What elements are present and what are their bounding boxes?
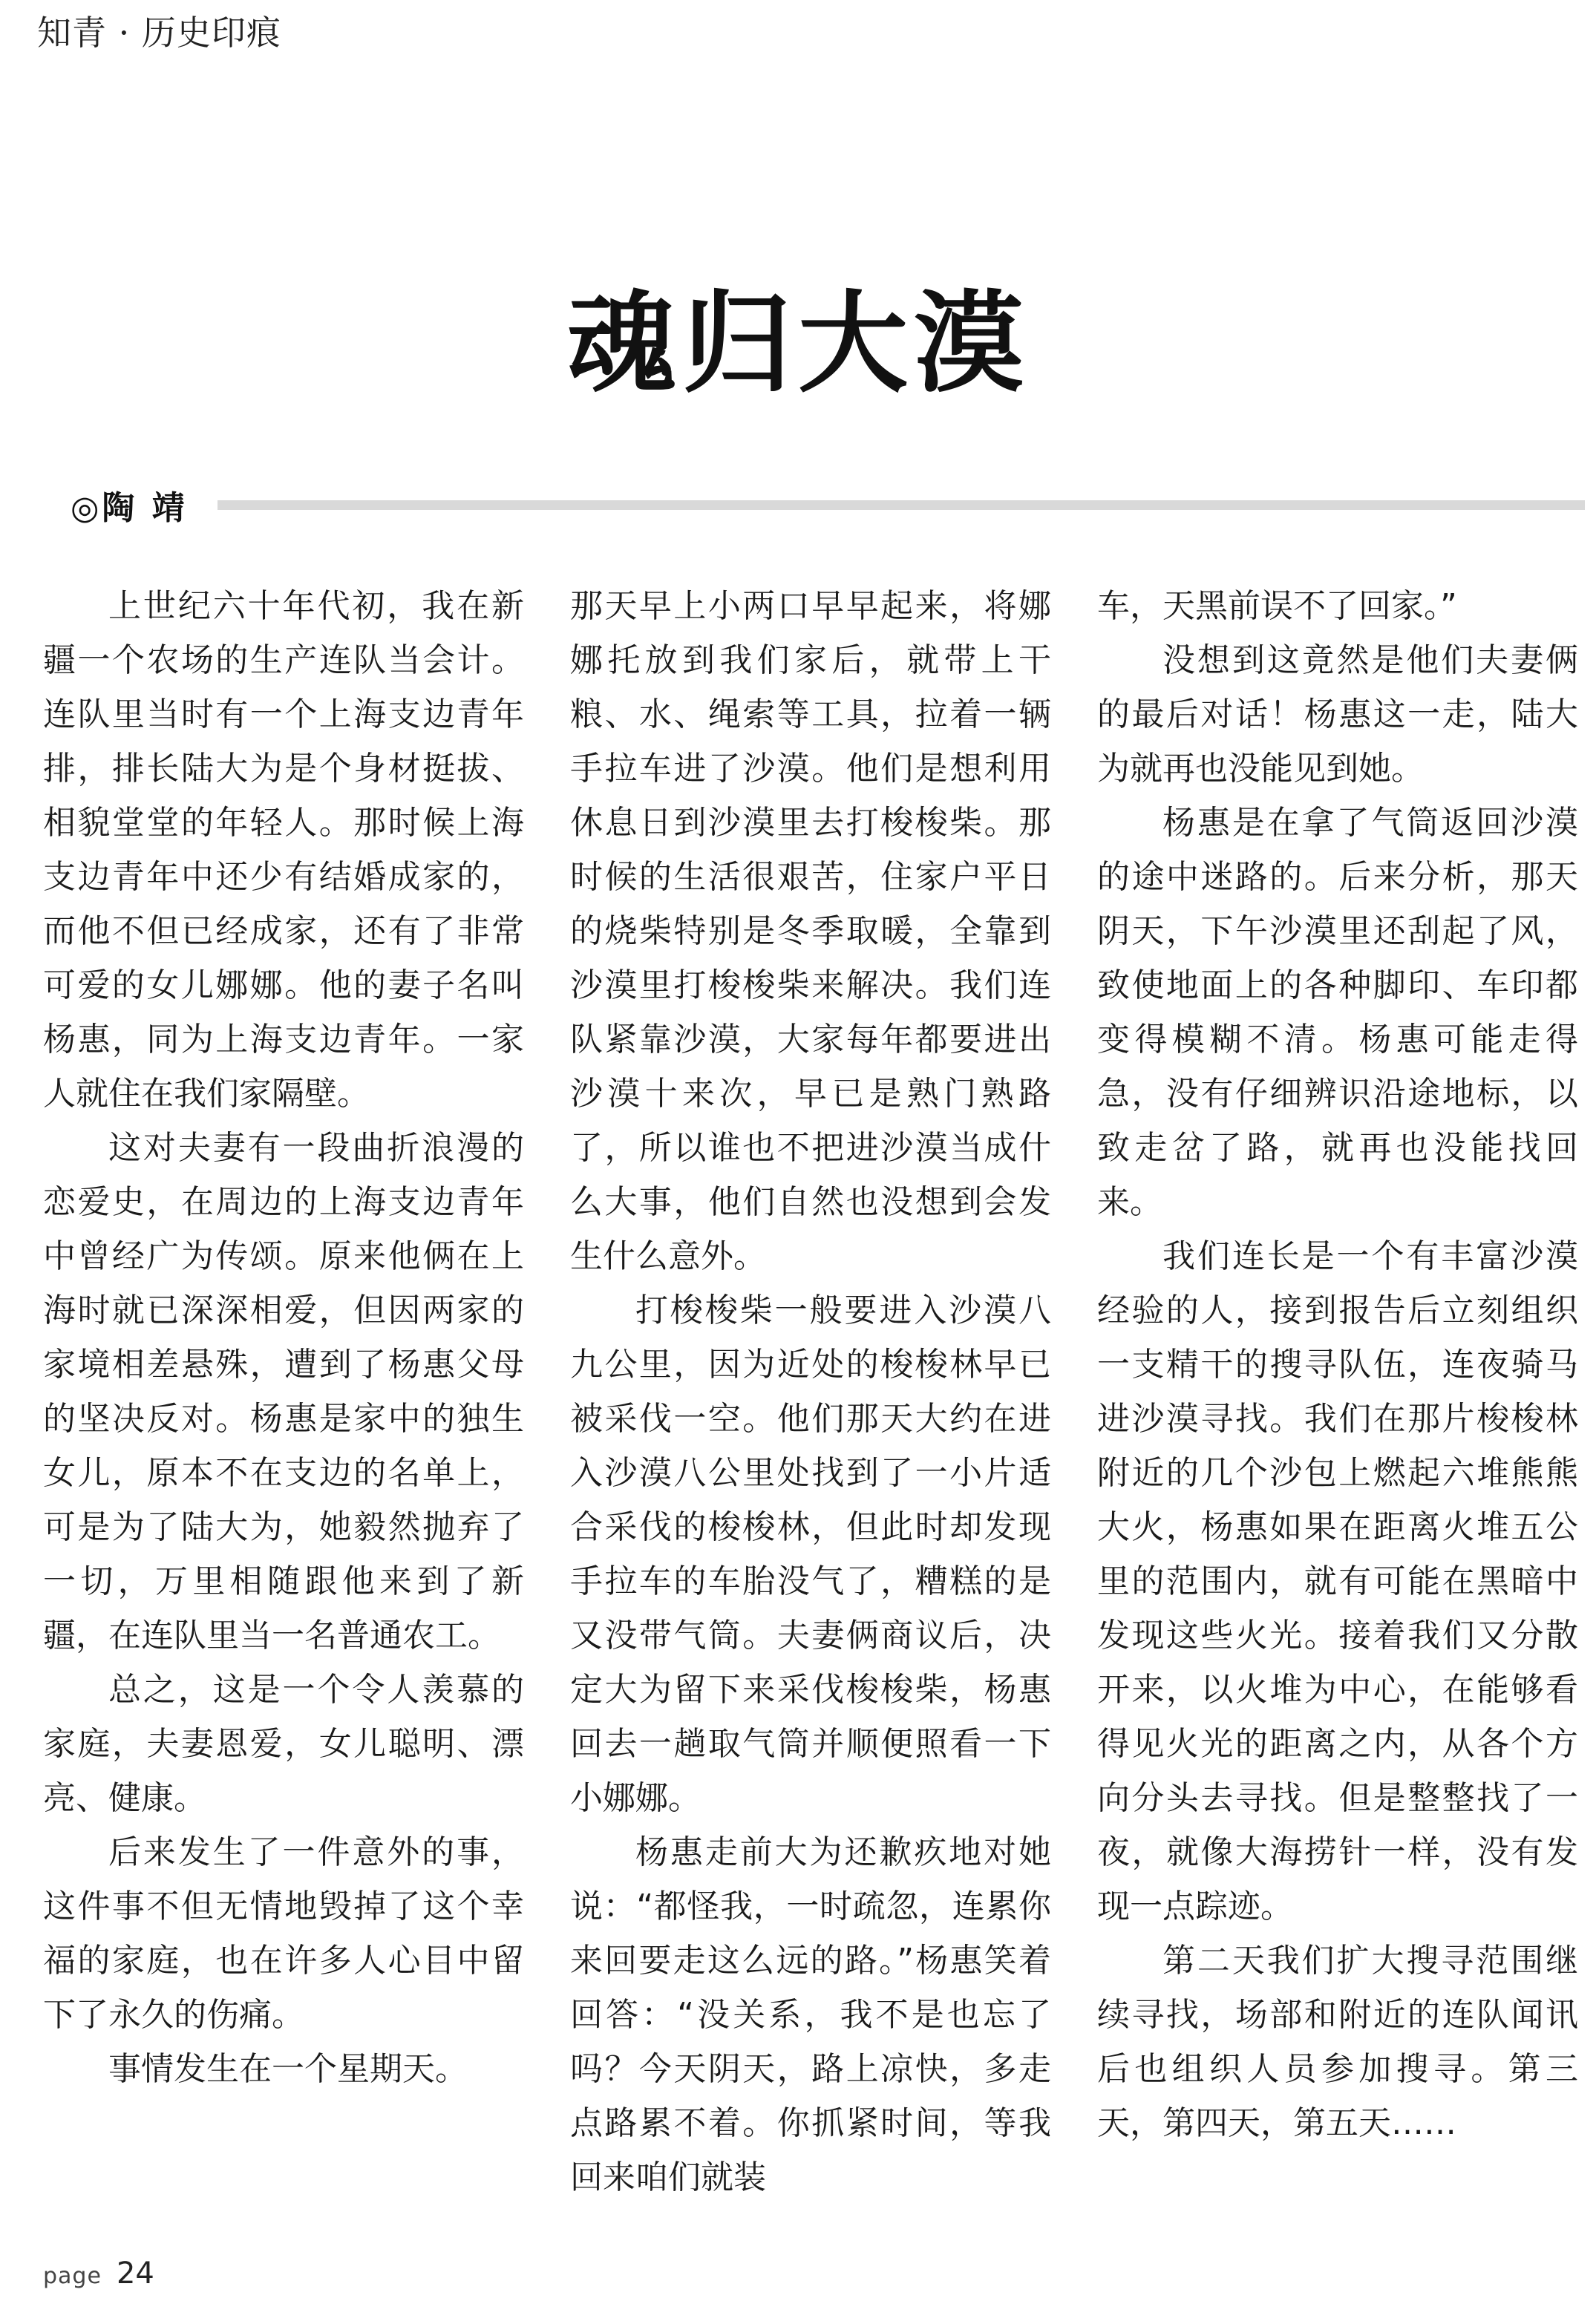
paragraph: 事情发生在一个星期天。 bbox=[108, 2050, 468, 2088]
byline-rule bbox=[218, 500, 1585, 510]
page-label: page bbox=[43, 2263, 102, 2289]
text-column-2 bbox=[570, 579, 1051, 2204]
byline-row bbox=[71, 484, 1585, 526]
paragraph: 我们连长是一个有丰富沙漠经验的人，接到报告后立刻组织一支精干的搜寻队伍，连夜骑马进沙漠寻找。我们在那片梭梭林附近的几个沙包上燃起六堆熊熊大火，杨惠如果在距离火堆五公里的范围内，就有可能在黑暗中发现这些火光。接着我们又分散开来，以火堆为中心，在能够看得见火光的距离之内，从各个方向分头去寻找。但是整整找了一夜，就像大海捞针一样，没有发现一点踪迹。 bbox=[1097, 1237, 1578, 1925]
author-name: ◎陶 靖 bbox=[71, 489, 188, 527]
page-number: 24 bbox=[116, 2256, 154, 2291]
paragraph: 杨惠走前大为还歉疚地对她说：“都怪我，一时疏忽，连累你来回要走这么远的路。”杨惠笑着回答：“没关系，我不是也忘了吗？今天阴天，路上凉快，多走点路累不着。你抓紧时间，等我回来咱们就装 bbox=[570, 1833, 1051, 2196]
paragraph: 第二天我们扩大搜寻范围继续寻找，场部和附近的连队闻讯后也组织人员参加搜寻。第三天，第四天，第五天…… bbox=[1097, 1942, 1578, 2142]
paragraph: 这对夫妻有一段曲折浪漫的恋爱史，在周边的上海支边青年中曾经广为传颂。原来他俩在上海时就已深深相爱，但因两家的家境相差悬殊，遭到了杨惠父母的坚决反对。杨惠是家中的独生女儿，原本不在支边的名单上，可是为了陆大为，她毅然抛弃了一切，万里相随跟他来到了新疆，在连队里当一名普通农工。 bbox=[43, 1129, 524, 1654]
paragraph: 打梭梭柴一般要进入沙漠八九公里，因为近处的梭梭林早已被采伐一空。他们那天大约在进入沙漠八公里处找到了一小片适合采伐的梭梭林，但此时却发现手拉车的车胎没气了，糟糕的是又没带气筒。夫妻俩商议后，决定大为留下来采伐梭梭柴，杨惠回去一趟取气筒并顺便照看一下小娜娜。 bbox=[570, 1292, 1051, 1817]
paragraph: 上世纪六十年代初，我在新疆一个农场的生产连队当会计。连队里当时有一个上海支边青年排，排长陆大为是个身材挺拔、相貌堂堂的年轻人。那时候上海支边青年中还少有结婚成家的，而他不但已经成家，还有了非常可爱的女儿娜娜。他的妻子名叫杨惠，同为上海支边青年。一家人就住在我们家隔壁。 bbox=[43, 587, 524, 1113]
paragraph: 杨惠是在拿了气筒返回沙漠的途中迷路的。后来分析，那天阴天，下午沙漠里还刮起了风，致使地面上的各种脚印、车印都变得模糊不清。杨惠可能走得急，没有仔细辨识沿途地标，以致走岔了路，就再也没能找回来。 bbox=[1097, 804, 1578, 1221]
paragraph: 总之，这是一个令人羡慕的家庭，夫妻恩爱，女儿聪明、漂亮、健康。 bbox=[43, 1671, 524, 1817]
article-title: 魂归大漠 bbox=[566, 278, 1030, 407]
text-column-1 bbox=[43, 579, 524, 2096]
paragraph-continued: 那天早上小两口早早起来，将娜娜托放到我们家后，就带上干粮、水、绳索等工具，拉着一辆手拉车进了沙漠。他们是想利用休息日到沙漠里去打梭梭柴。那时候的生活很艰苦，住家户平日的烧柴特别是冬季取暖，全靠到沙漠里打梭梭柴来解决。我们连队紧靠沙漠，大家每年都要进出沙漠十来次，早已是熟门熟路了，所以谁也不把进沙漠当成什么大事，他们自然也没想到会发生什么意外。 bbox=[570, 587, 1051, 1275]
page-footer bbox=[43, 2256, 154, 2291]
section-header: 知青 · 历史印痕 bbox=[37, 13, 281, 53]
paragraph: 后来发生了一件意外的事，这件事不但无情地毁掉了这个幸福的家庭，也在许多人心目中留下了永久的伤痛。 bbox=[43, 1833, 524, 2034]
paragraph-continued: 车，天黑前误不了回家。” bbox=[1097, 587, 1457, 625]
text-column-3 bbox=[1097, 579, 1578, 2150]
paragraph: 没想到这竟然是他们夫妻俩的最后对话！杨惠这一走，陆大为就再也没能见到她。 bbox=[1097, 641, 1578, 788]
